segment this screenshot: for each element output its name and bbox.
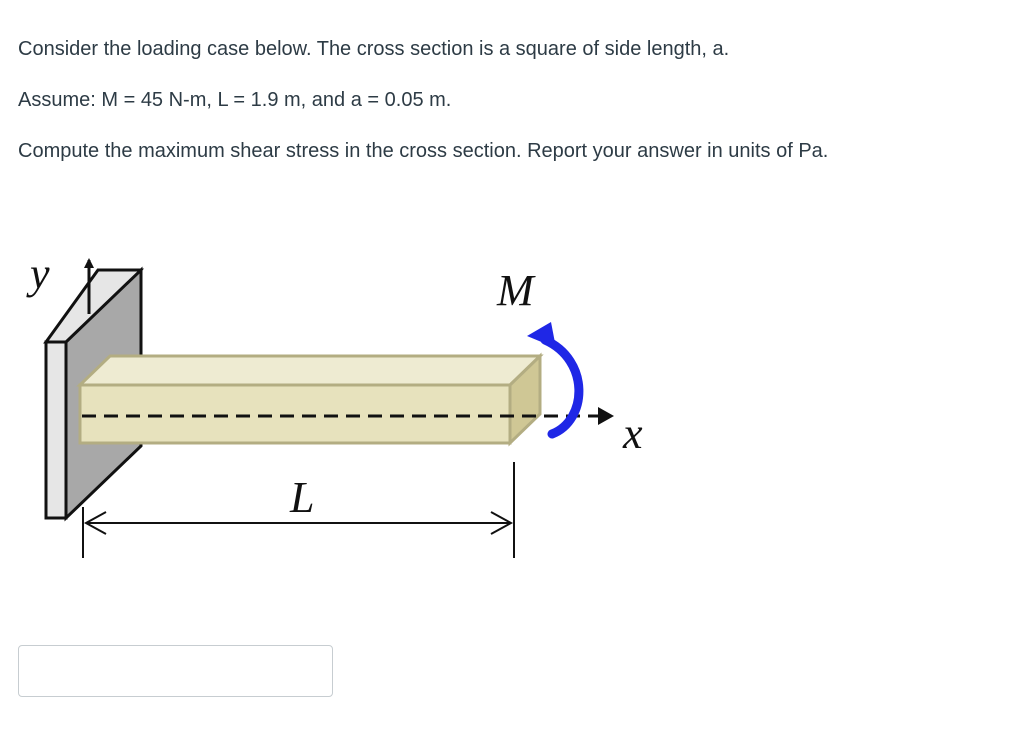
question-line-3: Compute the maximum shear stress in the cross section. Report your answer in units of Pa. [18,140,829,162]
x-axis-arrowhead [598,407,614,425]
beam-front-face [80,385,510,443]
length-label: L [290,473,315,522]
question-line-2: Assume: M = 45 N-m, L = 1.9 m, and a = 0.05 m. [18,89,452,111]
cantilever-beam-figure [0,240,700,570]
answer-input[interactable] [18,645,333,697]
beam-top-face [80,356,540,385]
wall-side [46,342,66,518]
moment-label: M [497,266,534,315]
moment-arrowhead [527,322,556,348]
y-axis-label: y [30,249,50,298]
beam [80,356,540,443]
question-line-1: Consider the loading case below. The cross section is a square of side length, a. [18,38,730,60]
x-axis-label: x [623,409,643,458]
moment-arc [545,340,579,434]
